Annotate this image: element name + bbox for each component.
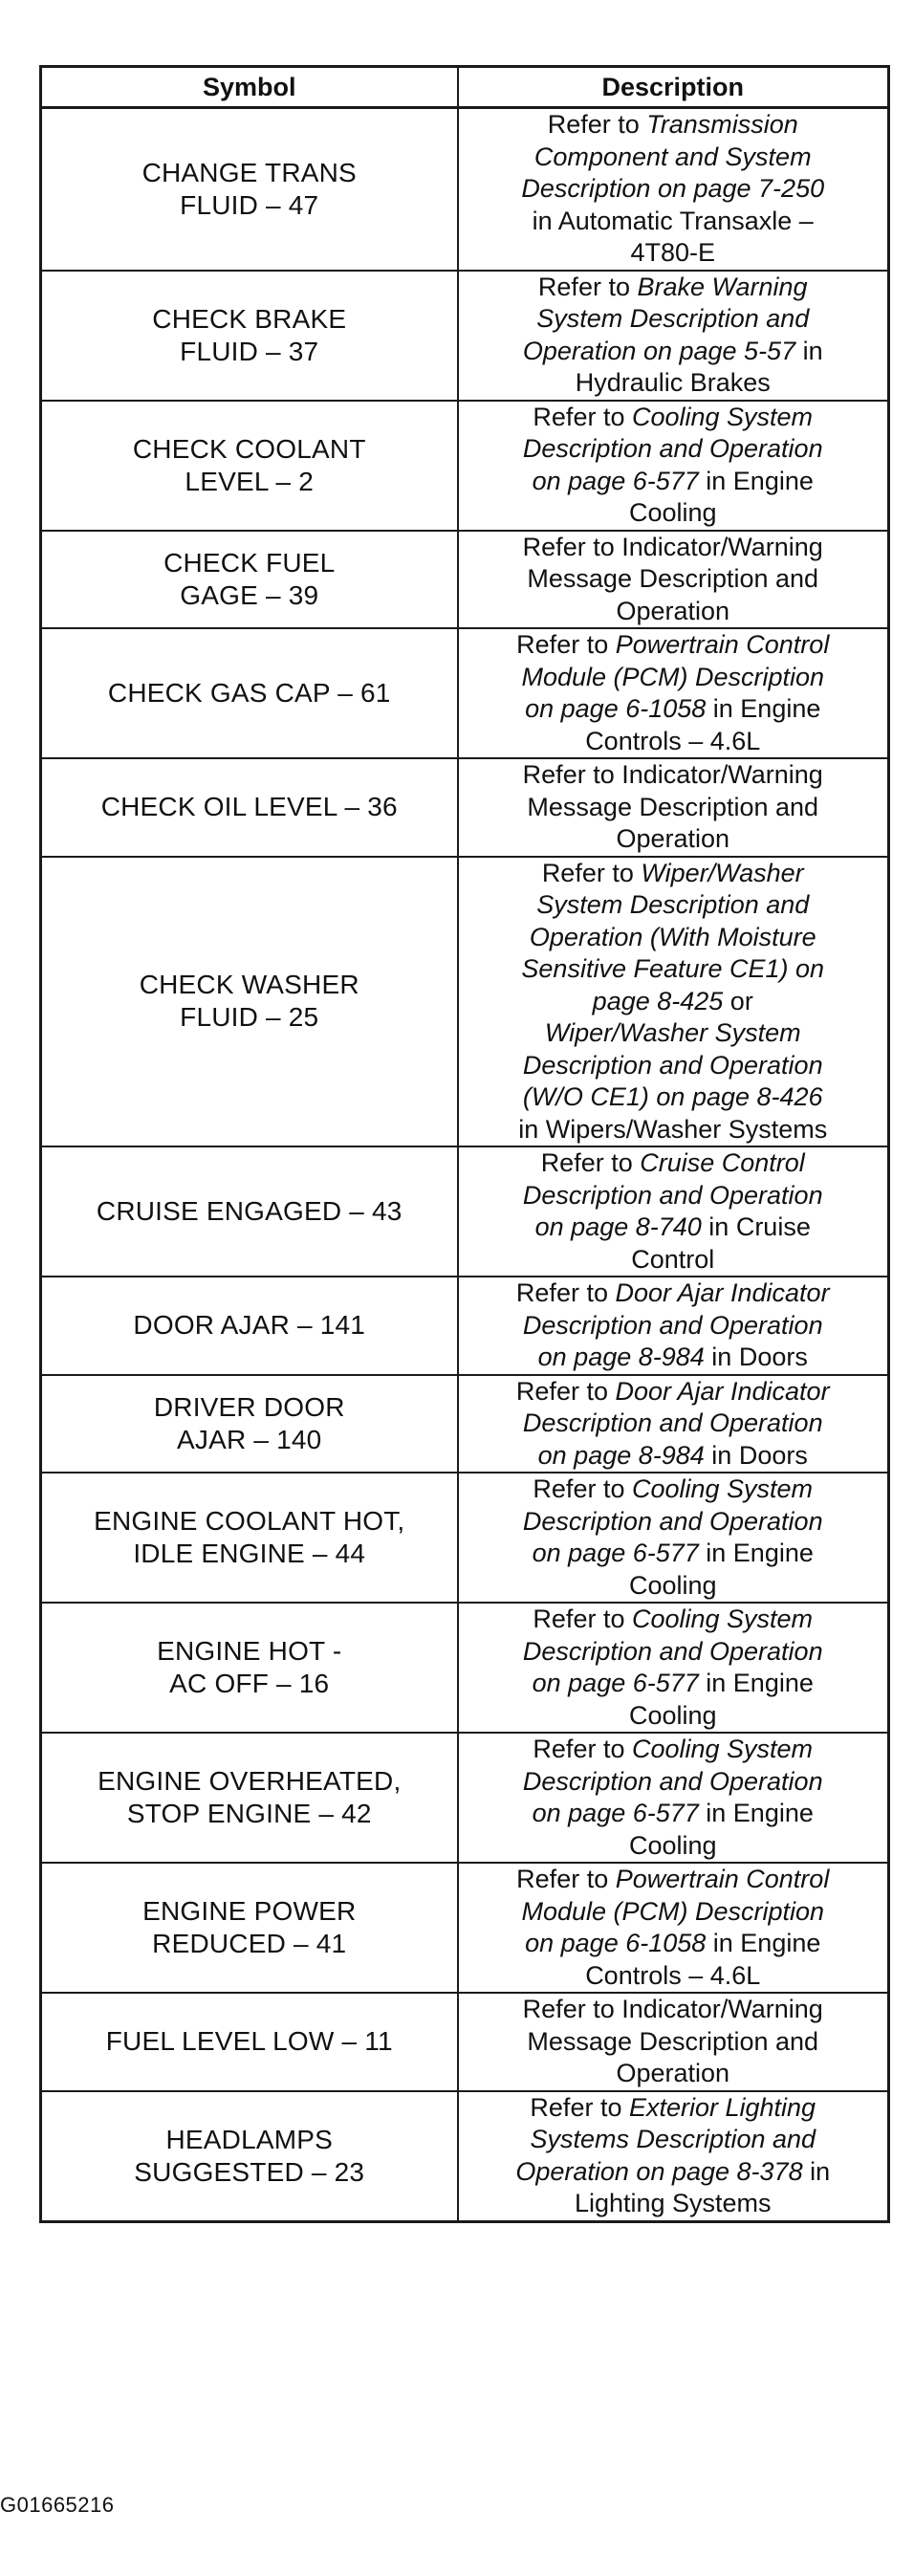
description-cell — [458, 1375, 889, 1474]
description-cell — [458, 1146, 889, 1277]
symbol-cell — [41, 271, 458, 401]
symbol-cell — [41, 1863, 458, 1993]
description-line — [465, 1017, 882, 1050]
description-text: Operation — [616, 596, 730, 625]
description-line — [465, 726, 882, 758]
description-line — [465, 1570, 882, 1603]
description-line — [465, 1604, 882, 1636]
description-text: in — [795, 336, 823, 365]
description-line — [465, 922, 882, 954]
description-line — [465, 953, 882, 986]
description-line — [465, 889, 882, 922]
description-line — [465, 2188, 882, 2220]
description-text: Cooling — [628, 1700, 717, 1730]
description-line — [465, 1928, 882, 1960]
description-line — [465, 466, 882, 498]
symbol-cell — [41, 108, 458, 271]
description-text: in Engine — [698, 466, 814, 495]
description-text: Refer to — [547, 110, 647, 139]
description-text: in — [802, 2156, 831, 2186]
table-row — [41, 1603, 889, 1733]
table-row — [41, 857, 889, 1147]
description-line — [465, 1734, 882, 1766]
italic-reference-text: Exterior Lighting — [628, 2092, 816, 2122]
description-text: Operation — [616, 2059, 730, 2087]
description-line — [465, 1408, 882, 1440]
description-text: in Engine — [698, 1799, 814, 1827]
description-line — [465, 1506, 882, 1539]
italic-reference-text: on page 6-577 — [532, 466, 699, 495]
description-line — [465, 173, 882, 206]
symbol-line: ENGINE COOLANT HOT, — [94, 1506, 405, 1536]
italic-reference-text: Wiper/Washer — [641, 858, 804, 887]
table-body — [41, 108, 889, 2222]
table-row — [41, 758, 889, 857]
symbol-line: CHANGE TRANS — [141, 157, 357, 187]
italic-reference-text: on page 8-740 — [534, 1212, 702, 1241]
description-cell — [458, 108, 889, 271]
italic-reference-text: Powertrain Control — [615, 630, 830, 659]
description-line — [465, 986, 882, 1018]
italic-reference-text: Description and Operation — [522, 434, 823, 463]
description-text: in Engine — [698, 1669, 814, 1697]
table-row — [41, 1277, 889, 1375]
symbol-description-table — [39, 65, 890, 2223]
italic-reference-text: Operation on page 5-57 — [522, 336, 796, 365]
description-line — [465, 1147, 882, 1180]
description-line — [465, 237, 882, 270]
symbol-line: FLUID – 25 — [180, 1002, 319, 1033]
description-text: Message Description and — [527, 2026, 819, 2056]
italic-reference-text: on page 8-984 — [537, 1343, 705, 1371]
italic-reference-text: Cooling System — [631, 1605, 814, 1633]
description-text: Operation — [616, 824, 730, 853]
description-cell — [458, 1277, 889, 1375]
description-line — [465, 2058, 882, 2090]
italic-reference-text: Description and Operation — [522, 1636, 823, 1666]
description-line — [465, 1277, 882, 1310]
description-cell — [458, 758, 889, 857]
description-line — [465, 2124, 882, 2156]
description-cell — [458, 1993, 889, 2091]
table-row — [41, 628, 889, 758]
description-line — [465, 336, 882, 368]
description-line — [465, 1212, 882, 1244]
description-line — [465, 1766, 882, 1799]
table-row — [41, 1993, 889, 2091]
description-text: Lighting Systems — [574, 2189, 772, 2217]
symbol-line: STOP ENGINE – 42 — [126, 1799, 372, 1828]
symbol-cell — [41, 1375, 458, 1474]
symbol-cell — [41, 1603, 458, 1733]
description-text: 4T80-E — [630, 238, 716, 267]
description-cell — [458, 401, 889, 531]
description-line — [465, 1474, 882, 1506]
description-cell — [458, 271, 889, 401]
symbol-cell — [41, 1993, 458, 2091]
description-text: in Doors — [704, 1343, 808, 1371]
symbol-line: FLUID – 37 — [180, 336, 319, 366]
italic-reference-text: Cooling System — [631, 1474, 814, 1503]
table-row — [41, 2091, 889, 2222]
description-text: Refer to Indicator/Warning — [522, 1995, 823, 2023]
italic-reference-text: on page 6-577 — [532, 1799, 699, 1827]
description-line — [465, 1310, 882, 1343]
description-cell — [458, 1733, 889, 1863]
table-row — [41, 1733, 889, 1863]
italic-reference-text: System Description and — [536, 890, 810, 919]
italic-reference-text: Operation (With Moisture — [529, 922, 816, 951]
description-text: Refer to — [530, 2092, 629, 2122]
description-line — [465, 596, 882, 628]
italic-reference-text: Sensitive Feature CE1) on — [521, 954, 825, 983]
symbol-line: CHECK FUEL — [163, 547, 336, 578]
italic-reference-text: on page 6-1058 — [525, 694, 707, 723]
italic-reference-text: Cooling System — [631, 1735, 814, 1763]
description-line — [465, 1538, 882, 1570]
description-line — [465, 2026, 882, 2059]
description-cell — [458, 1603, 889, 1733]
symbol-line: CHECK WASHER — [139, 970, 359, 1000]
description-cell — [458, 1863, 889, 1993]
symbol-line: DOOR AJAR – 141 — [133, 1310, 366, 1341]
italic-reference-text: Description and Operation — [522, 1408, 823, 1437]
description-line — [465, 629, 882, 662]
italic-reference-text: Description and Operation — [522, 1180, 823, 1210]
symbol-cell — [41, 1473, 458, 1603]
description-line — [465, 142, 882, 174]
italic-reference-text: Wiper/Washer System — [544, 1018, 801, 1047]
description-line — [465, 1244, 882, 1277]
symbol-cell — [41, 857, 458, 1147]
description-line — [465, 1668, 882, 1700]
italic-reference-text: Transmission — [646, 110, 798, 139]
header-symbol: Symbol — [41, 67, 458, 108]
italic-reference-text: on page 8-984 — [537, 1440, 705, 1470]
symbol-line: IDLE ENGINE – 44 — [133, 1539, 366, 1568]
table-row — [41, 401, 889, 531]
italic-reference-text: Module (PCM) Description — [521, 662, 825, 691]
description-text: Refer to — [533, 402, 632, 431]
description-line — [465, 1081, 882, 1114]
symbol-line: CHECK GAS CAP – 61 — [107, 678, 391, 708]
italic-reference-text: on page 6-1058 — [525, 1929, 707, 1957]
italic-reference-text: Component and System — [533, 142, 812, 171]
italic-reference-text: Cooling System — [631, 402, 814, 431]
description-text: Refer to — [533, 1735, 632, 1763]
description-text: in Doors — [704, 1440, 808, 1470]
description-text: in Engine — [698, 1539, 814, 1567]
description-text: Refer to — [537, 272, 638, 301]
symbol-line: ENGINE OVERHEATED, — [98, 1766, 402, 1796]
symbol-line: AC OFF – 16 — [169, 1669, 330, 1698]
description-text: Message Description and — [527, 564, 819, 593]
description-line — [465, 1636, 882, 1669]
symbol-line: ENGINE HOT - — [157, 1636, 342, 1666]
description-line — [465, 1050, 882, 1082]
description-text: Controls – 4.6L — [585, 1960, 761, 1990]
description-line — [465, 1114, 882, 1146]
description-line — [465, 662, 882, 694]
figure-id: G01665216 — [0, 2493, 115, 2517]
description-text: Hydraulic Brakes — [575, 368, 771, 397]
description-line — [465, 1342, 882, 1374]
symbol-line: FLUID – 47 — [180, 189, 319, 220]
description-text: in Automatic Transaxle – — [532, 206, 814, 235]
symbol-line: ENGINE POWER — [142, 1896, 357, 1926]
description-line — [465, 1798, 882, 1830]
symbol-line: DRIVER DOOR — [153, 1391, 345, 1422]
symbol-line: SUGGESTED – 23 — [134, 2156, 365, 2187]
description-line — [465, 433, 882, 466]
italic-reference-text: Systems Description and — [530, 2125, 816, 2153]
description-line — [465, 206, 882, 238]
italic-reference-text: Description on page 7-250 — [521, 174, 825, 203]
description-line — [465, 1700, 882, 1733]
italic-reference-text: (W/O CE1) on page 8-426 — [522, 1082, 823, 1111]
symbol-cell — [41, 628, 458, 758]
symbol-cell — [41, 401, 458, 531]
description-text: Refer to Indicator/Warning — [522, 760, 823, 789]
italic-reference-text: Brake Warning — [637, 272, 808, 301]
italic-reference-text: Operation on page 8-378 — [515, 2156, 803, 2186]
description-text: Control — [631, 1244, 715, 1274]
description-line — [465, 272, 882, 304]
italic-reference-text: Cruise Control — [640, 1148, 805, 1177]
table-row — [41, 1146, 889, 1277]
italic-reference-text: Description and Operation — [522, 1310, 823, 1340]
description-text: Refer to — [515, 1376, 616, 1406]
italic-reference-text: Description and Operation — [522, 1766, 823, 1796]
description-line — [465, 497, 882, 530]
table-row — [41, 271, 889, 401]
symbol-cell — [41, 531, 458, 629]
description-text: Cooling — [628, 498, 717, 527]
symbol-line: CHECK COOLANT — [132, 433, 366, 464]
table-row — [41, 1375, 889, 1474]
table-row — [41, 108, 889, 271]
description-line — [465, 1830, 882, 1863]
description-text: Cooling — [628, 1830, 717, 1860]
symbol-line: FUEL LEVEL LOW – 11 — [105, 2026, 393, 2057]
description-text: Refer to — [515, 1278, 616, 1307]
description-text: Refer to — [533, 1605, 632, 1633]
italic-reference-text: Door Ajar Indicator — [615, 1278, 830, 1307]
symbol-line: LEVEL – 2 — [185, 466, 315, 496]
description-line — [465, 2092, 882, 2125]
table-row — [41, 1473, 889, 1603]
italic-reference-text: page 8-425 — [592, 986, 724, 1015]
italic-reference-text: Description and Operation — [522, 1506, 823, 1536]
description-text: Refer to — [516, 630, 616, 659]
symbol-line: AJAR – 140 — [177, 1424, 322, 1454]
description-line — [465, 823, 882, 856]
description-text: Refer to — [533, 1474, 632, 1503]
description-line — [465, 563, 882, 596]
italic-reference-text: on page 6-577 — [532, 1539, 699, 1567]
description-line — [465, 1376, 882, 1408]
description-line — [465, 1994, 882, 2026]
symbol-line: CHECK OIL LEVEL – 36 — [100, 792, 398, 822]
description-text: in Wipers/Washer Systems — [518, 1114, 828, 1144]
description-line — [465, 1180, 882, 1212]
description-text: Controls – 4.6L — [585, 726, 761, 755]
table-row — [41, 531, 889, 629]
description-line — [465, 1960, 882, 1993]
description-line — [465, 303, 882, 336]
italic-reference-text: Powertrain Control — [615, 1865, 830, 1893]
description-line — [465, 759, 882, 792]
table-row — [41, 1863, 889, 1993]
symbol-cell — [41, 758, 458, 857]
description-line — [465, 1896, 882, 1929]
description-text: Refer to Indicator/Warning — [522, 532, 823, 561]
description-text: in Engine — [706, 694, 821, 723]
description-cell — [458, 2091, 889, 2222]
header-description: Description — [458, 67, 889, 108]
italic-reference-text: System Description and — [536, 304, 810, 333]
symbol-cell — [41, 2091, 458, 2222]
description-line — [465, 693, 882, 726]
description-line — [465, 109, 882, 142]
symbol-line: CHECK BRAKE — [152, 303, 347, 334]
description-cell — [458, 857, 889, 1147]
description-line — [465, 2156, 882, 2189]
italic-reference-text: Description and Operation — [522, 1050, 823, 1080]
description-text: in Cruise — [701, 1212, 811, 1241]
italic-reference-text: on page 6-577 — [532, 1669, 699, 1697]
description-line — [465, 402, 882, 434]
description-cell — [458, 531, 889, 629]
description-line — [465, 792, 882, 824]
symbol-line: CRUISE ENGAGED – 43 — [96, 1196, 403, 1226]
italic-reference-text: Module (PCM) Description — [521, 1896, 825, 1926]
description-line — [465, 1440, 882, 1473]
description-text: or — [723, 986, 753, 1015]
description-line — [465, 1864, 882, 1896]
description-line — [465, 532, 882, 564]
description-line — [465, 858, 882, 890]
description-text: Message Description and — [527, 792, 819, 821]
description-line — [465, 367, 882, 400]
description-text: Refer to — [540, 1148, 641, 1177]
description-cell — [458, 628, 889, 758]
symbol-cell — [41, 1146, 458, 1277]
symbol-line: GAGE – 39 — [180, 579, 319, 610]
description-text: Refer to — [516, 1865, 616, 1893]
symbol-line: REDUCED – 41 — [152, 1929, 347, 1958]
description-text: in Engine — [706, 1929, 821, 1957]
description-cell — [458, 1473, 889, 1603]
italic-reference-text: Door Ajar Indicator — [615, 1376, 830, 1406]
symbol-line: HEADLAMPS — [165, 2124, 334, 2154]
description-text: Cooling — [628, 1570, 717, 1600]
symbol-cell — [41, 1733, 458, 1863]
description-text: Refer to — [541, 858, 642, 887]
table-header-row — [41, 67, 889, 108]
symbol-cell — [41, 1277, 458, 1375]
